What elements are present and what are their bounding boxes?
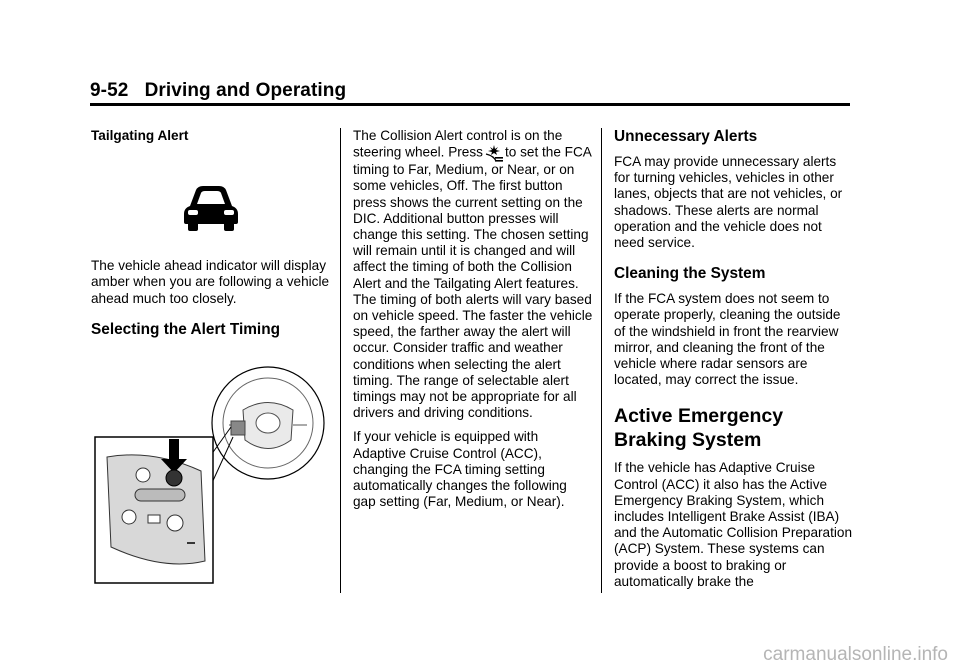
- paragraph-collision-control: [353, 128, 593, 421]
- paragraph-indicator: The vehicle ahead indicator will display amber when you are following a vehicle ahead much too closely.: [91, 258, 330, 306]
- heading-selecting-alert-timing: Selecting the Alert Timing: [91, 320, 280, 338]
- column-1: [91, 128, 331, 347]
- page-title: [90, 80, 850, 102]
- paragraph-unnecessary: FCA may provide unnecessary alerts for turning vehicles, vehicles in other lanes, objects that are not vehicles, or shadows. These alerts are normal operation and the vehicle does not need service.: [614, 154, 843, 251]
- steering-wheel-controls-illustration: [93, 365, 330, 585]
- column-divider-1: [340, 128, 341, 593]
- heading-cleaning-system: Cleaning the System: [614, 265, 766, 283]
- paragraph-collision-control-start: The Collision Alert control is on the steering wheel. Press: [353, 128, 563, 160]
- column-divider-2: [601, 128, 602, 593]
- heading-unnecessary-alerts: Unnecessary Alerts: [614, 128, 758, 145]
- column-3: [614, 128, 854, 598]
- heading-tailgating-alert: Tailgating Alert: [91, 128, 189, 143]
- page-header: [90, 80, 850, 102]
- paragraph-acc: If your vehicle is equipped with Adaptive Cruise Control (ACC), changing the FCA timing setting automatically changes the following gap setting (Far, Medium, or Near).: [353, 429, 567, 510]
- header-rule: [90, 103, 850, 106]
- vehicle-ahead-icon: [180, 184, 242, 232]
- heading-active-emergency-braking: Active Emergency Braking System: [614, 405, 784, 452]
- paragraph-collision-control-end: to set the FCA timing to Far, Medium, or Near, or on some vehicles, Off. The first button press shows the current setting on the DIC. Additional button presses will change this setting. The chosen setting will remain until it is changed and will affect the timing of both the Collision Alert and the Tailgating Alert features. The timing of both alerts will vary based on vehicle speed. The faster the vehicle speed, the farther away the alert will occur. Consider traffic and weather conditions when selecting the alert timing. The range of selectable alert timings may not be appropriate for all drivers and driving conditions.: [353, 144, 593, 421]
- section-title: Driving and Operating: [144, 80, 347, 101]
- paragraph-cleaning: If the FCA system does not seem to operate properly, cleaning the outside of the windshield in front the rearview mirror, and cleaning the front of the vehicle where radar sensors are located, may correct the issue.: [614, 291, 841, 388]
- collision-alert-icon: [484, 144, 504, 162]
- page-number: 9-52: [90, 80, 129, 101]
- watermark-text: carmanualsonline.info: [763, 644, 948, 665]
- paragraph-active: If the vehicle has Adaptive Cruise Control (ACC) it also has the Active Emergency Braking System, which includes Intelligent Brake Assist (IBA) and the Automatic Collision Preparation (ACP) System. These systems can provide a boost to braking or automatically brake the: [614, 460, 853, 589]
- column-2: [353, 128, 593, 518]
